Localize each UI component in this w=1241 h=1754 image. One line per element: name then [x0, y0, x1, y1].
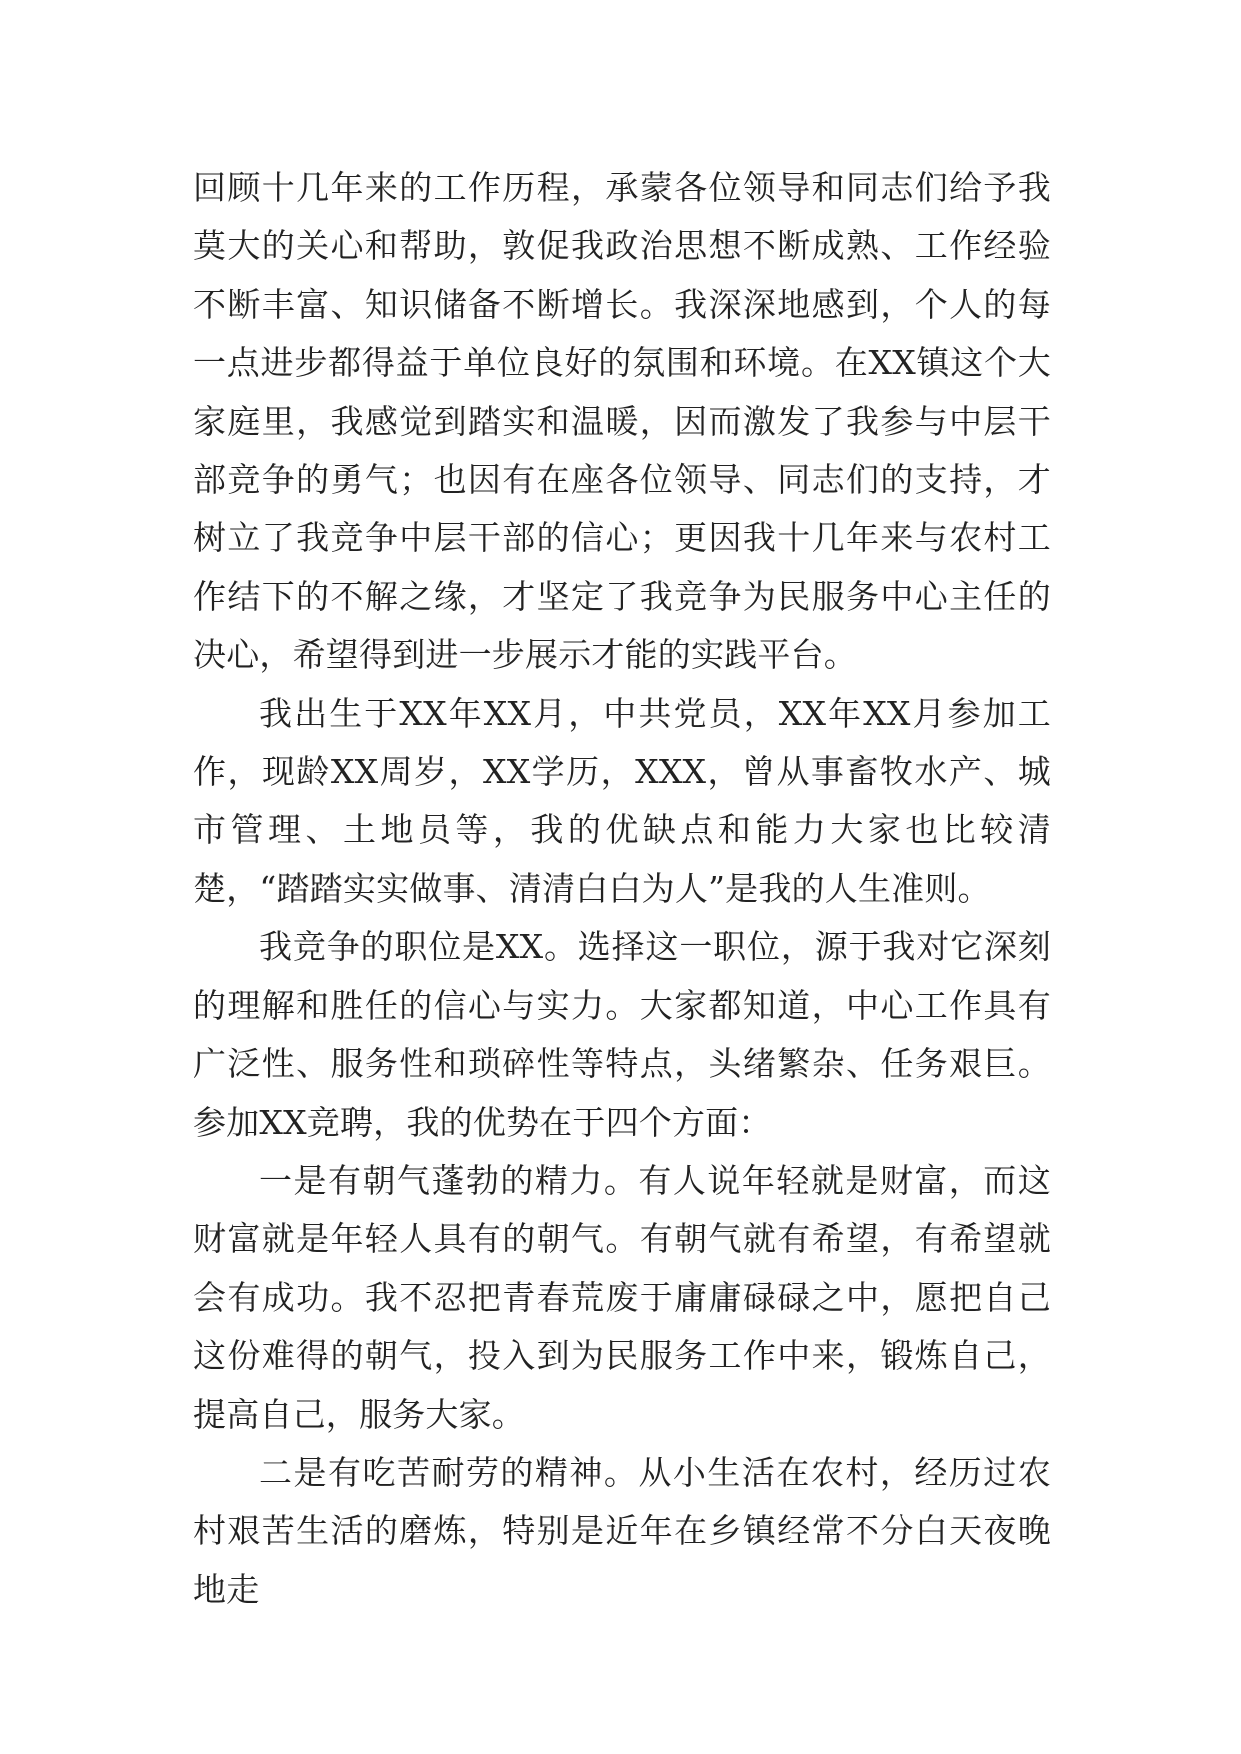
paragraph-advantage-two: 二是有吃苦耐劳的精神。从小生活在农村，经历过农村艰苦生活的磨炼，特别是近年在乡镇经常不分白天夜晚地走 [193, 1452, 1051, 1609]
paragraph-review: 回顾十几年来的工作历程，承蒙各位领导和同志们给予我莫大的关心和帮助，敦促我政治思想不断成熟、工作经验不断丰富、知识储备不断增长。我深深地感到，个人的每一点进步都得益于单位良好的氛围和环境。在XX镇这个大家庭里，我感觉到踏实和温暖，因而激发了我参与中层干部竞争的勇气；也因有在座各位领导、同志们的支持，才树立了我竞争中层干部的信心；更因我十几年来与农村工作结下的不解之缘，才坚定了我竞争为民服务中心主任的决心，希望得到进一步展示才能的实践平台。 [193, 168, 1051, 675]
document-body [193, 159, 1051, 1619]
paragraph-position: 我竞争的职位是XX。选择这一职位，源于我对它深刻的理解和胜任的信心与实力。大家都知道，中心工作具有广泛性、服务性和琐碎性等特点，头绪繁杂、任务艰巨。参加XX竞聘，我的优势在于四个方面： [193, 927, 1051, 1142]
paragraph-background: 我出生于XX年XX月，中共党员，XX年XX月参加工作，现龄XX周岁，XX学历，XXX，曾从事畜牧水产、城市管理、土地员等，我的优缺点和能力大家也比较清楚，“踏踏实实做事、清清白白为人”是我的人生准则。 [193, 693, 1051, 908]
paragraph-advantage-one: 一是有朝气蓬勃的精力。有人说年轻就是财富，而这财富就是年轻人具有的朝气。有朝气就有希望，有希望就会有成功。我不忍把青春荒废于庸庸碌碌之中，愿把自己这份难得的朝气，投入到为民服务工作中来，锻炼自己，提高自己，服务大家。 [193, 1160, 1051, 1434]
